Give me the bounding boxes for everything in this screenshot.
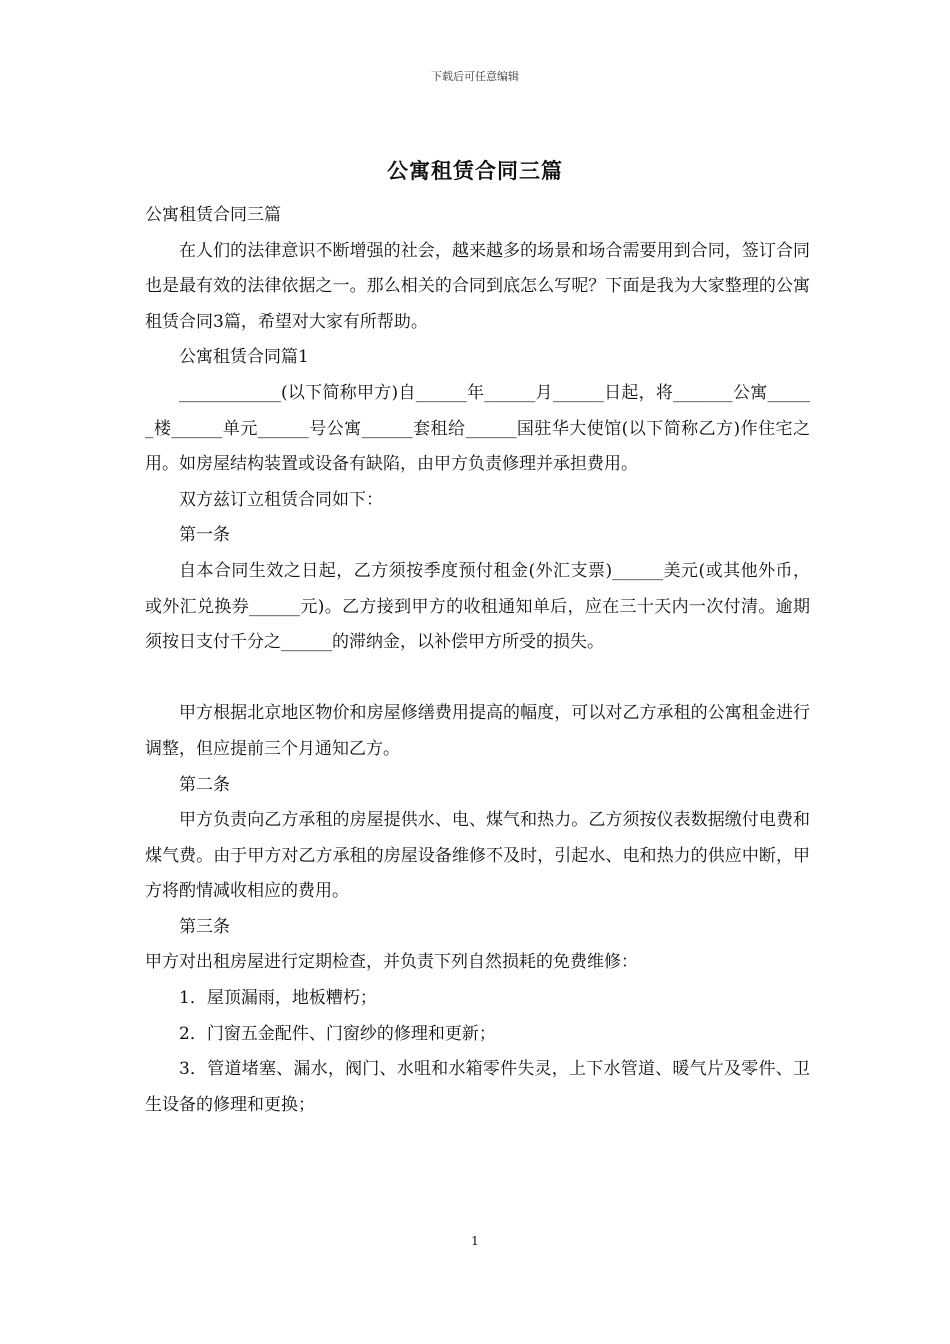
article-heading: 第二条 bbox=[179, 774, 230, 795]
article-paragraph: 甲方根据北京地区物价和房屋修缮费用提高的幅度，可以对乙方承租的公寓租金进行调整，但应提前三个月通知乙方。 bbox=[145, 703, 810, 759]
article-paragraph: 自本合同生效之日起，乙方须按季度预付租金(外汇支票)______美元(或其他外币，或外汇兑换券______元)。乙方接到甲方的收租通知单后，应在三十天内一次付清。逾期须按日支付千分之______的滞纳金，以补偿甲方所受的损失。 bbox=[145, 560, 810, 653]
document-title: 公寓租赁合同三篇 bbox=[387, 158, 563, 183]
subtitle-paragraph: 公寓租赁合同三篇 bbox=[145, 205, 281, 225]
intro-paragraph: 在人们的法律意识不断增强的社会，越来越多的场景和场合需要用到合同，签订合同也是最有效的法律依据之一。那么相关的合同到底怎么写呢？下面是我为大家整理的公寓租赁合同3篇，希望对大家有所帮助。 bbox=[145, 240, 810, 332]
section-heading: 公寓租赁合同篇1 bbox=[179, 347, 309, 368]
article-heading: 第三条 bbox=[179, 916, 230, 937]
document-body bbox=[145, 198, 810, 1123]
blank-line bbox=[145, 661, 810, 697]
page-header-note: 下载后可任意编辑 bbox=[431, 70, 519, 83]
article-paragraph: 甲方负责向乙方承租的房屋提供水、电、煤气和热力。乙方须按仪表数据缴付电费和煤气费。由于甲方对乙方承租的房屋设备维修不及时，引起水、电和热力的供应中断，甲方将酌情减收相应的费用。 bbox=[145, 810, 810, 902]
article-paragraph: 甲方对出租房屋进行定期检查，并负责下列自然损耗的免费维修： bbox=[145, 952, 638, 973]
contract-preamble: ____________(以下简称甲方)自______年______月______日起，将_______公寓______楼______单元______号公寓______套租给______国驻华大使馆(以下简称乙方)作住宅之用。如房屋结构装置或设备有缺陷，由甲方负责修理并承担费用。 bbox=[145, 382, 810, 475]
page-number: 1 bbox=[471, 1234, 479, 1248]
list-item: 3．管道堵塞、漏水，阀门、水咀和水箱零件失灵，上下水管道、暖气片及零件、卫生设备的修理和更换； bbox=[145, 1059, 810, 1115]
article-heading: 第一条 bbox=[179, 525, 230, 546]
list-item: 1．屋顶漏雨，地板糟朽； bbox=[179, 988, 377, 1009]
contract-statement: 双方兹订立租赁合同如下： bbox=[179, 489, 383, 510]
list-item: 2．门窗五金配件、门窗纱的修理和更新； bbox=[179, 1023, 496, 1044]
